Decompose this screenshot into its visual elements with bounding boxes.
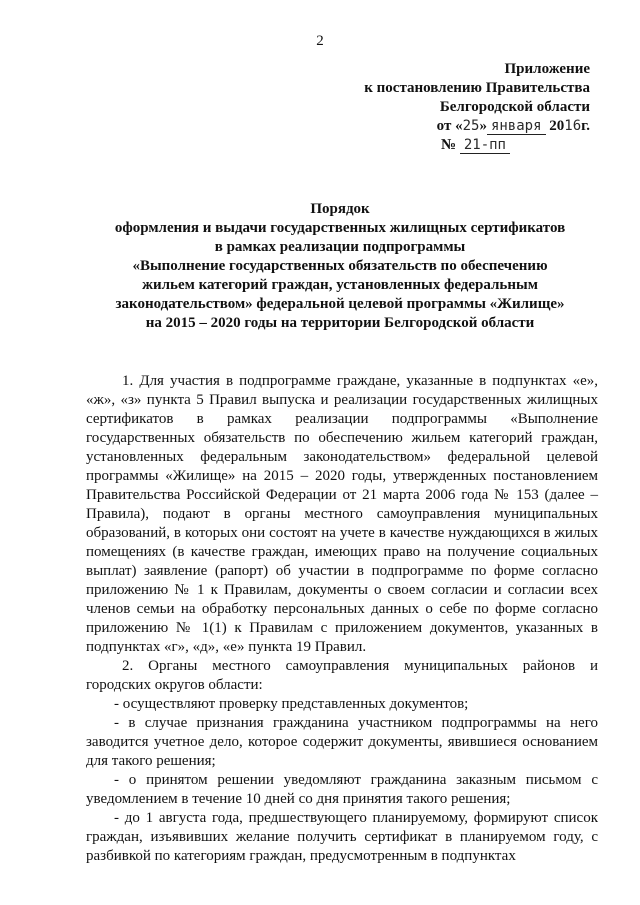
document-title [95, 200, 585, 333]
appendix-heading: Приложение [504, 61, 590, 77]
appendix-block [330, 60, 590, 155]
date-year-end: г. [581, 118, 590, 134]
title-line-2: оформления и выдачи государственных жилищных сертификатов [114, 220, 566, 236]
document-body [86, 372, 598, 866]
resolution-number: 21-пп [460, 137, 510, 154]
number-prefix: № [441, 137, 457, 153]
list-item: - до 1 августа года, предшествующего планируемому, формируют список граждан, изъявивших желание получить сертификат в планируемом году, с разбивкой по категориям граждан, предусмотренным в подпунктах [86, 810, 598, 864]
title-line-3: в рамках реализации подпрограммы [214, 239, 466, 255]
title-line-7: на 2015 – 2020 годы на территории Белгородской области [145, 315, 535, 331]
date-day: 25 [462, 118, 480, 134]
date-year-suffix: 16 [564, 118, 582, 134]
list-item: - в случае признания гражданина участником подпрограммы на него заводится учетное дело, которое содержит документы, явившиеся основанием для такого решения; [86, 715, 598, 769]
page-number: 2 [316, 33, 324, 49]
date-year-prefix: 20 [549, 118, 565, 134]
appendix-date [330, 117, 590, 136]
paragraph-2: 2. Органы местного самоуправления муниципальных районов и городских округов области: [86, 658, 598, 693]
date-separator: » [479, 118, 487, 134]
appendix-resolution: к постановлению Правительства [364, 80, 590, 96]
appendix-region: Белгородской области [439, 99, 590, 115]
date-month: января [487, 118, 546, 135]
title-line-5: жильем категорий граждан, установленных федеральным [142, 277, 538, 293]
appendix-number [330, 136, 590, 155]
date-prefix: от « [436, 118, 463, 134]
title-line-1: Порядок [310, 201, 370, 217]
list-item: - о принятом решении уведомляют гражданина заказным письмом с уведомлением в течение 10 дней со дня принятия такого решения; [86, 772, 598, 807]
title-line-6: законодательством» федеральной целевой программы «Жилище» [115, 296, 565, 312]
list-item: - осуществляют проверку представленных документов; [114, 696, 469, 712]
title-line-4: «Выполнение государственных обязательств по обеспечению [132, 258, 548, 274]
paragraph-1: 1. Для участия в подпрограмме граждане, указанные в подпунктах «е», «ж», «з» пункта 5 Правил выпуска и реализации государственных жилищных сертификатов в рамках реализации подпрограммы «Выполнение государственных обязательств по обеспечению жильем категорий граждан, установленных федеральным законодательством» федеральной целевой программы «Жилище» на 2015 – 2020 годы, утвержденных постановлением Правительства Российской Федерации от 21 марта 2006 года № 153 (далее – Правила), подают в органы местного самоуправления муниципальных образований, в которых они состоят на учете в качестве нуждающихся в жилых помещениях (в качестве граждан, имеющих право на получение социальных выплат) заявление (рапорт) об участии в подпрограмме по форме согласно приложению № 1 к Правилам, документы о своем согласии и согласии всех членов семьи на обработку персональных данных о себе по форме согласно приложению № 1(1) к Правилам с приложением документов, указанных в подпунктах «г», «д», «е» пункта 19 Правил. [86, 373, 598, 655]
